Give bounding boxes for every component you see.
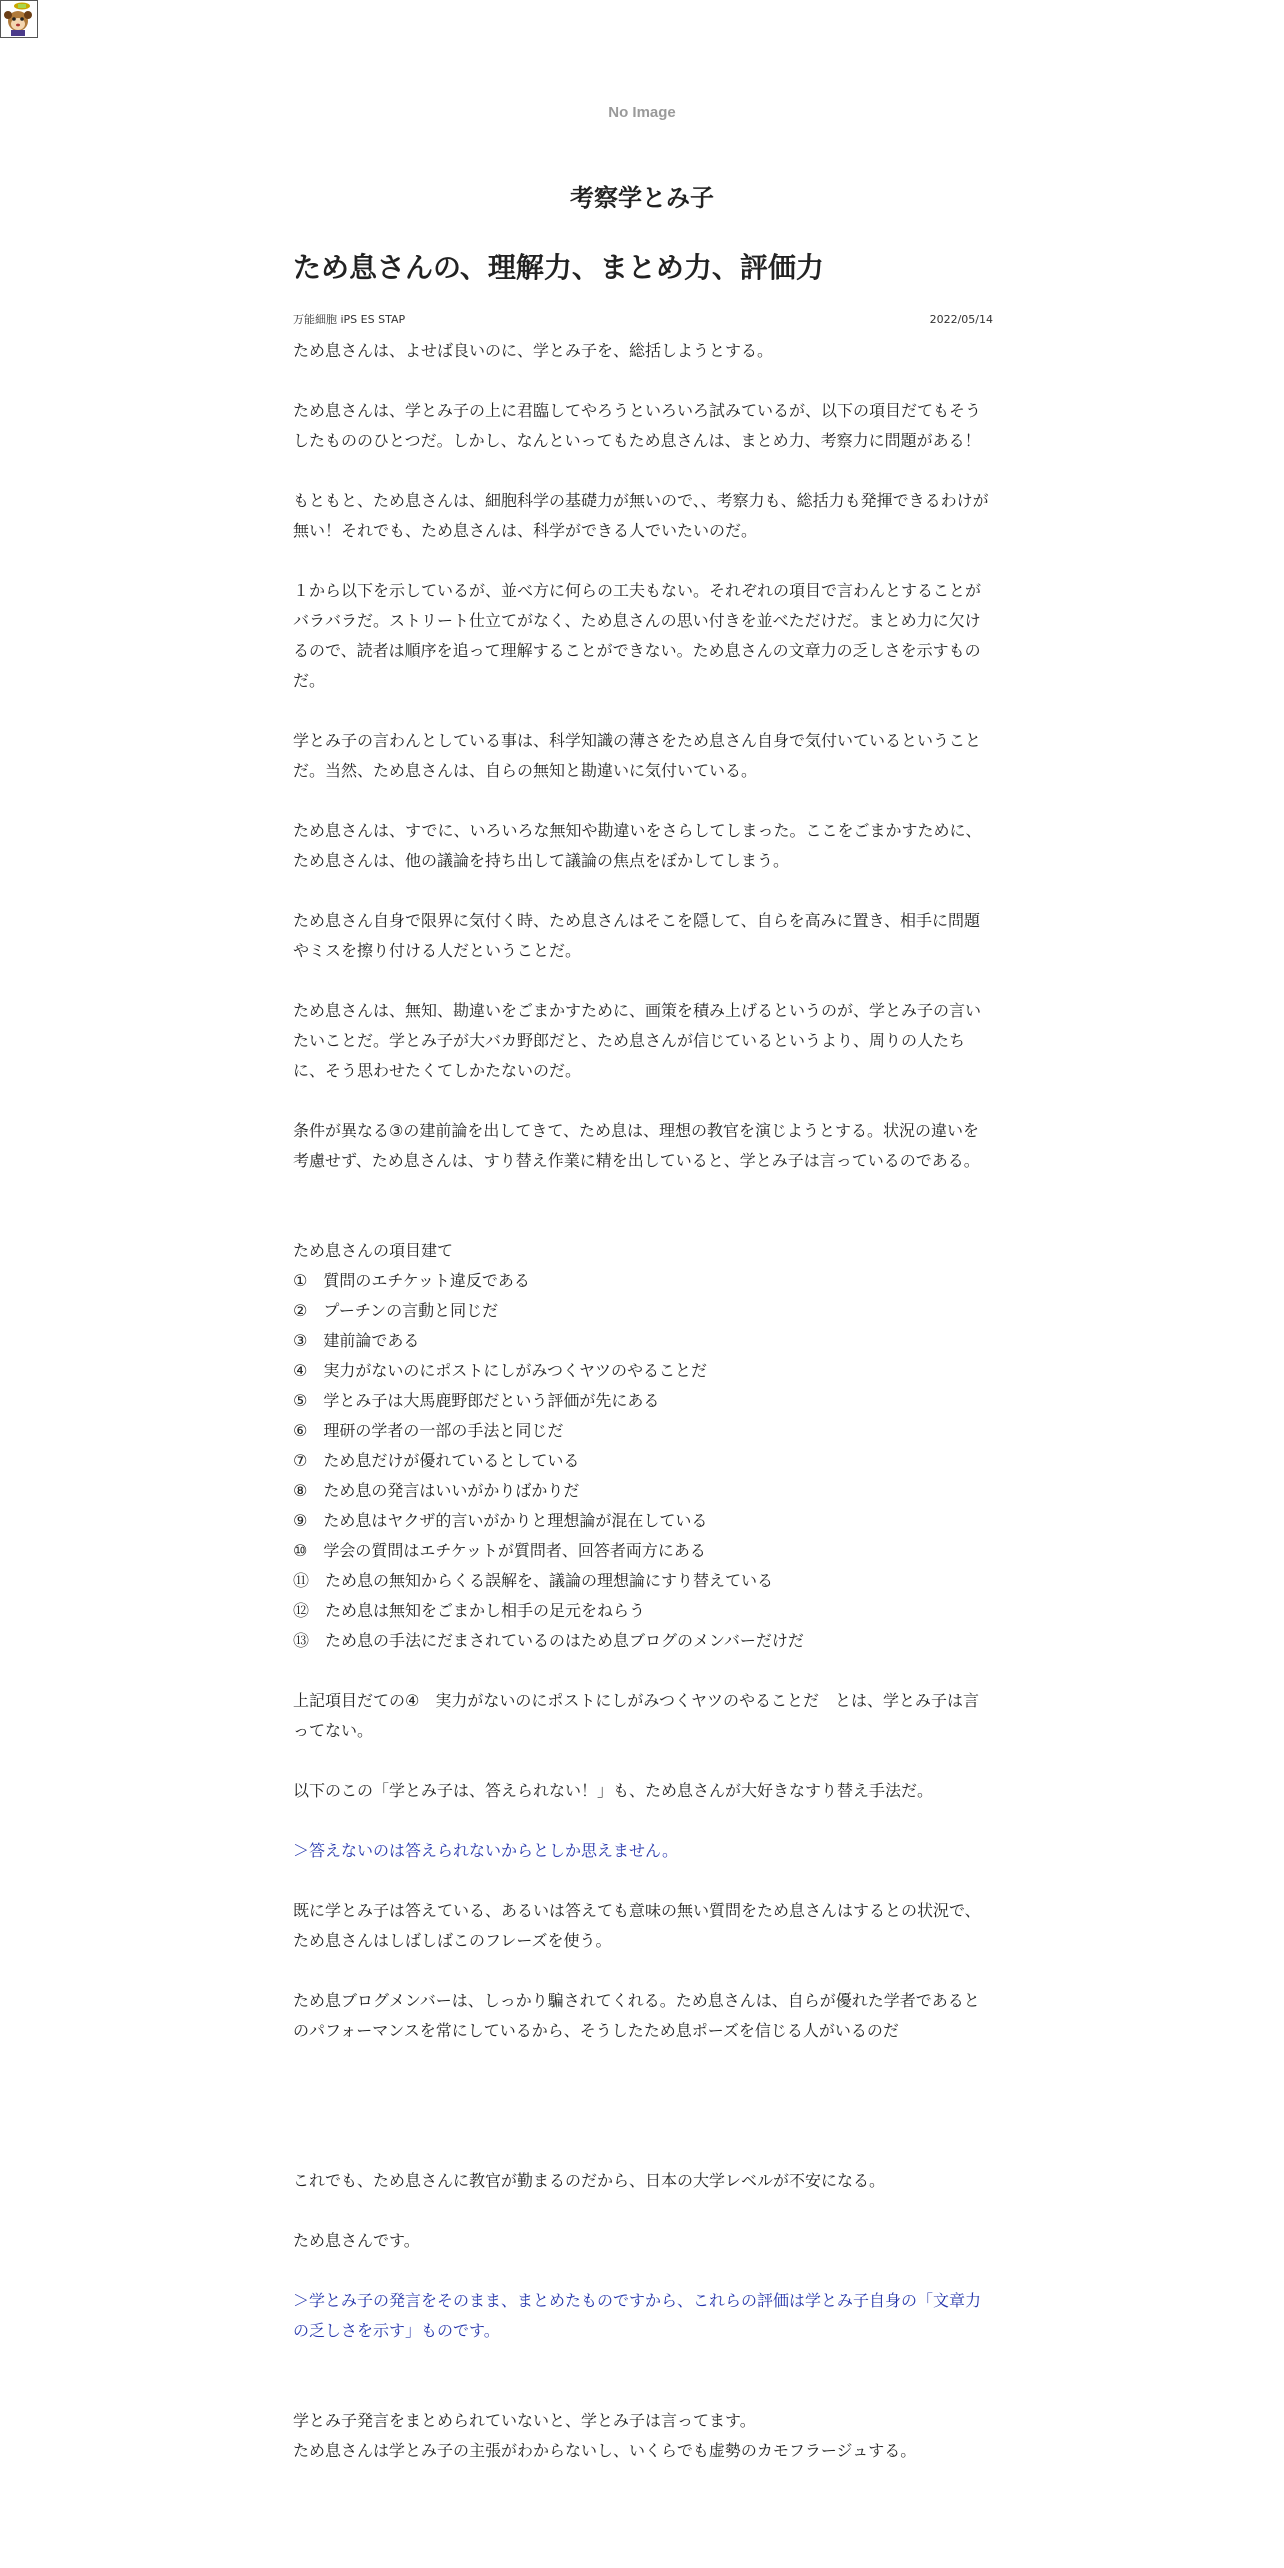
paragraph: 学とみ子発言をまとめられていないと、学とみ子は言ってます。 [293,2411,756,2430]
list-item: ⑬ ため息の手法にだまされているのはため息ブログのメンバーだけだ [293,1631,804,1650]
paragraph: 条件が異なる③の建前論を出してきて、ため息は、理想の教官を演じようとする。状況の違いを考慮せず、ため息さんは、すり替え作業に精を出していると、学とみ子は言っているのである。 [293,1121,980,1170]
list-item: ⑨ ため息はヤクザ的言いがかりと理想論が混在している [293,1511,708,1530]
paragraph: ため息さんは学とみ子の主張がわからないし、いくらでも虚勢のカモフラージュする。 [293,2441,917,2460]
avatar[interactable] [0,0,38,38]
list-item: ⑧ ため息の発言はいいがかりばかりだ [293,1481,580,1500]
paragraph: 学とみ子の言わんとしている事は、科学知識の薄さをため息さん自身で気付いているということだ。当然、ため息さんは、自らの無知と勘違いに気付いている。 [293,731,982,780]
paragraph: １から以下を示しているが、並べ方に何らの工夫もない。それぞれの項目で言わんとすることがバラバラだ。ストリート仕立てがなく、ため息さんの思い付きを並べただけだ。まとめ力に欠けるので、読者は順序を追って理解することができない。ため息さんの文章力の乏しさを示すものだ。 [293,581,982,690]
article [293,248,993,2466]
list-item: ⑫ ため息は無知をごまかし相手の足元をねらう [293,1601,646,1620]
mascot-icon [1,1,37,37]
list-item: ④ 実力がないのにポストにしがみつくヤツのやることだ [293,1361,708,1380]
post-meta [293,313,993,327]
list-item: ⑦ ため息だけが優れているとしている [293,1451,580,1470]
blog-title[interactable]: 考察学とみ子 [570,184,714,212]
paragraph: ため息さんは、すでに、いろいろな無知や勘違いをさらしてしまった。ここをごまかすために、ため息さんは、他の議論を持ち出して議論の焦点をぼかしてしまう。 [293,821,982,870]
post-date: 2022/05/14 [929,313,993,326]
post-category[interactable]: 万能細胞 iPS ES STAP [293,313,406,326]
paragraph: 以下のこの「学とみ子は、答えられない！」も、ため息さんが大好きなすり替え手法だ。 [293,1781,934,1800]
item-list [293,1266,993,1656]
paragraph: 上記項目だての④ 実力がないのにポストにしがみつくヤツのやることだ とは、学とみ子は言ってない。 [293,1691,980,1740]
list-item: ② プーチンの言動と同じだ [293,1301,499,1320]
list-item: ⑪ ため息の無知からくる誤解を、議論の理想論にすり替えている [293,1571,774,1590]
paragraph: ため息さんは、学とみ子の上に君臨してやろうといろいろ試みているが、以下の項目だてもそうしたもののひとつだ。しかし、なんといってもため息さんは、まとめ力、考察力に問題がある！ [293,401,982,450]
paragraph: ため息さんです。 [293,2231,420,2250]
no-image-placeholder: No Image [608,104,676,121]
quote: ＞答えないのは答えられないからとしか思えません。 [293,1841,678,1860]
quote: ＞学とみ子の発言をそのまま、まとめたものですから、これらの評価は学とみ子自身の「文章力の乏しさを示す」ものです。 [293,2291,982,2340]
list-item: ⑩ 学会の質問はエチケットが質問者、回答者両方にある [293,1541,706,1560]
list-item: ③ 建前論である [293,1331,420,1350]
list-heading: ため息さんの項目建て [293,1241,454,1260]
paragraph: 既に学とみ子は答えている、あるいは答えても意味の無い質問をため息さんはするとの状況で、ため息さんはしばしばこのフレーズを使う。 [293,1901,981,1950]
paragraph: もともと、ため息さんは、細胞科学の基礎力が無いので、、考察力も、総括力も発揮できるわけが無い！それでも、ため息さんは、科学ができる人でいたいのだ。 [293,491,989,540]
paragraph: ため息さんは、よせば良いのに、学とみ子を、総括しようとする。 [293,341,774,360]
paragraph: ため息さんは、無知、勘違いをごまかすために、画策を積み上げるというのが、学とみ子の言いたいことだ。学とみ子が大バカ野郎だと、ため息さんが信じているというより、周りの人たちに、そう思わせたくてしかたないのだ。 [293,1001,982,1080]
post-body [293,336,993,2466]
list-item: ⑤ 学とみ子は大馬鹿野郎だという評価が先にある [293,1391,660,1410]
list-item: ⑥ 理研の学者の一部の手法と同じだ [293,1421,564,1440]
paragraph: ため息ブログメンバーは、しっかり騙されてくれる。ため息さんは、自らが優れた学者であるとのパフォーマンスを常にしているから、そうしたため息ポーズを信じる人がいるのだ [293,1991,980,2040]
paragraph: これでも、ため息さんに教官が勤まるのだから、日本の大学レベルが不安になる。 [293,2171,886,2190]
paragraph: ため息さん自身で限界に気付く時、ため息さんはそこを隠して、自らを高みに置き、相手に問題やミスを擦り付ける人だということだ。 [293,911,981,960]
list-item: ① 質問のエチケット違反である [293,1271,530,1290]
post-title[interactable]: ため息さんの、理解力、まとめ力、評価力 [293,251,824,284]
